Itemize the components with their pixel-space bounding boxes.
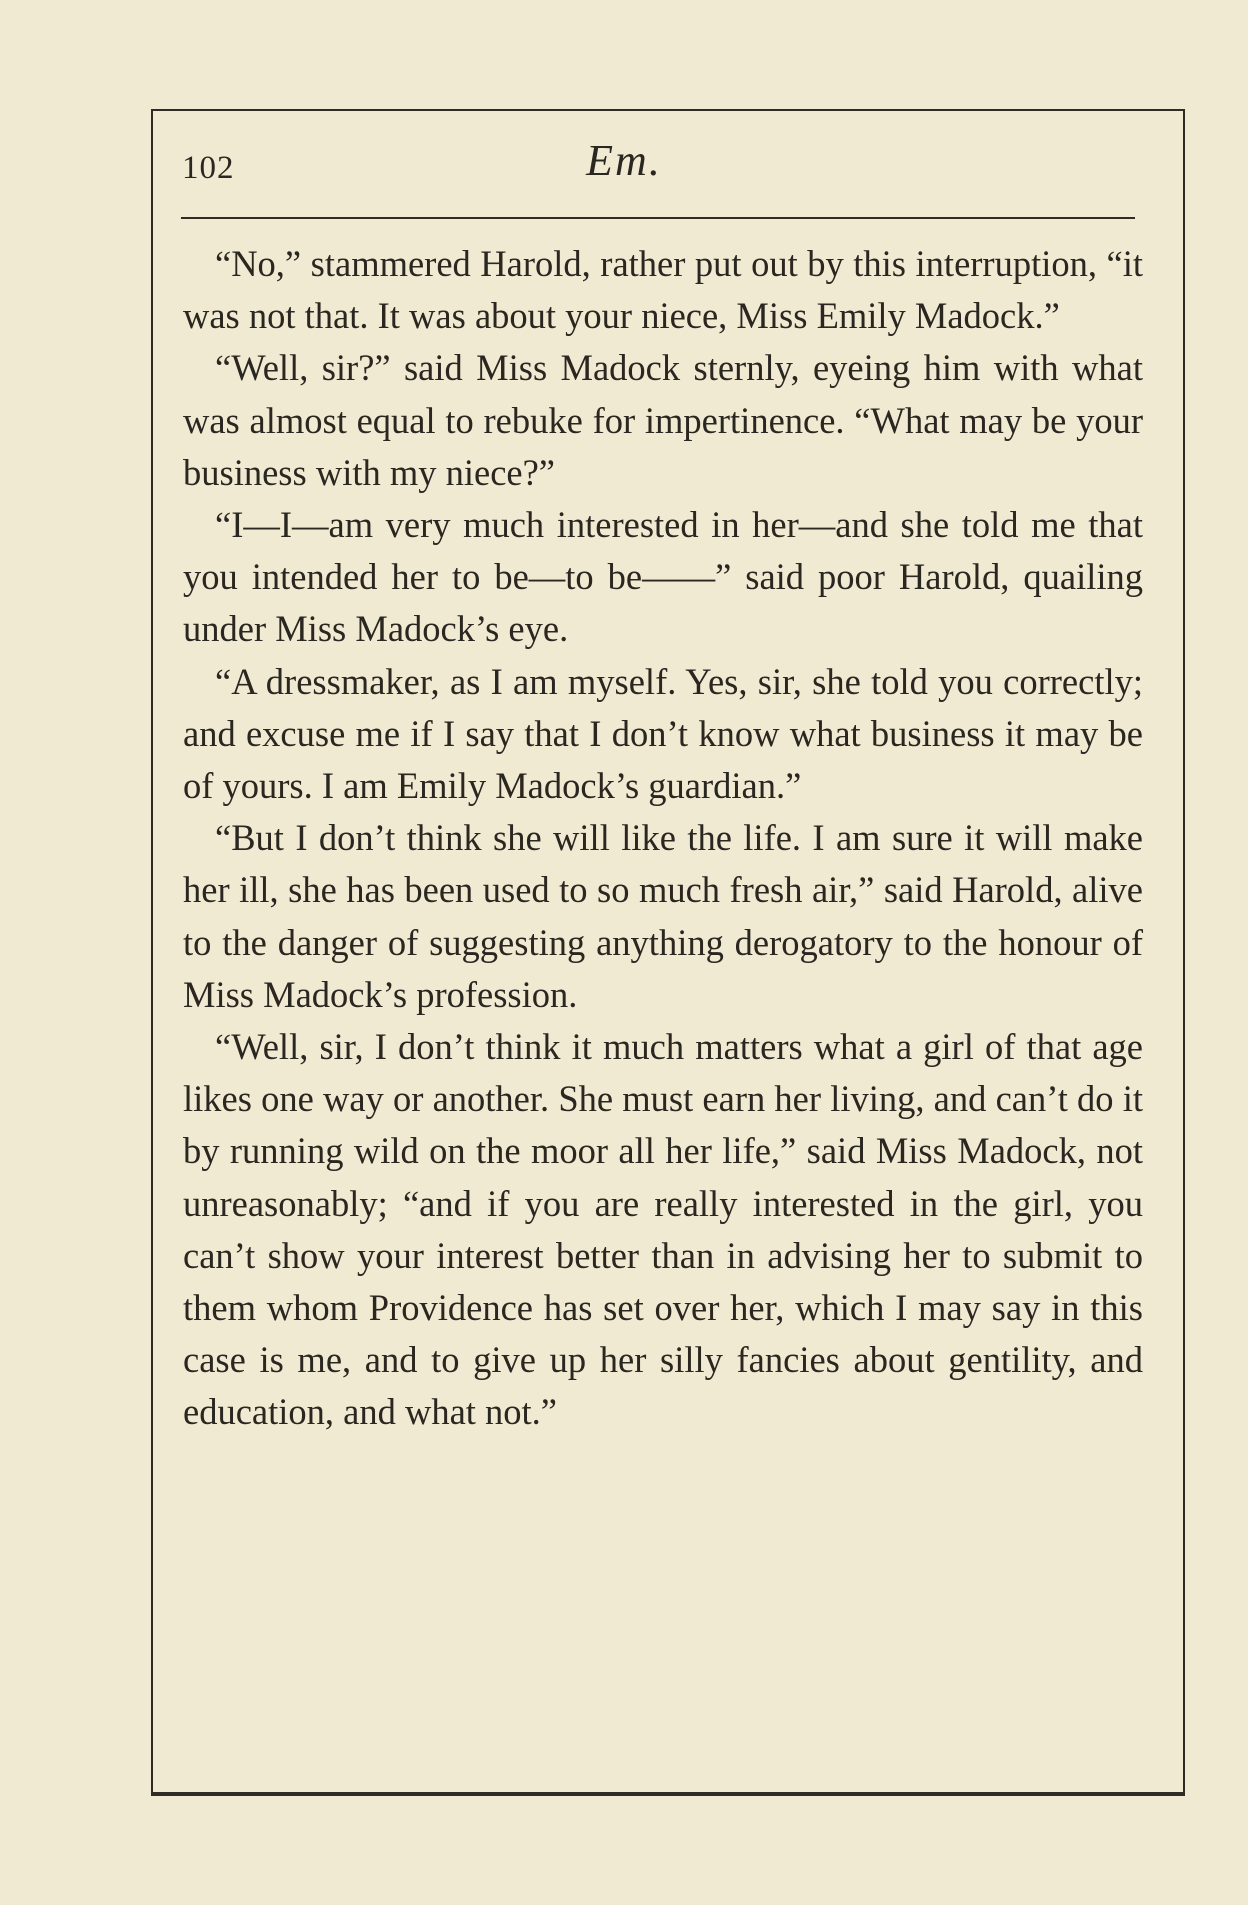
body-text [183, 238, 1143, 1439]
running-title: Em. [586, 136, 662, 185]
paragraph: “No,” stammered Harold, rather put out by this interruption, “it was not that. It was about your niece, Miss Emily Madock.” [183, 243, 1143, 337]
page-number: 102 [182, 150, 235, 186]
paragraph: “I—I—am very much interested in her—and she told me that you intended her to be—to be——” said poor Harold, quailing under Miss Madock’s eye. [183, 504, 1143, 650]
paragraph: “A dressmaker, as I am myself. Yes, sir, she told you correctly; and excuse me if I say that I don’t know what business it may be of yours. I am Emily Madock’s guardian.” [183, 660, 1143, 807]
footer-rule [151, 1794, 1185, 1796]
paragraph: “Well, sir?” said Miss Madock sternly, eyeing him with what was almost equal to rebuke for impertinence. “What may be your business with my niece?” [183, 347, 1143, 493]
header-rule [181, 217, 1135, 219]
paragraph: “Well, sir, I don’t think it much matters what a girl of that age likes one way or another. She must earn her living, and can’t do it by running wild on the moor all her life,” said Miss Madock, not unreasonably; “and if you are really interested in the girl, you can’t show your interest better than in advising her to submit to them whom Providence has set over her, which I may say in this case is me, and to give up her silly fancies about gentility, and education, and what not.” [183, 1026, 1143, 1433]
paragraph: “But I don’t think she will like the life. I am sure it will make her ill, she has been used to so much fresh air,” said Harold, alive to the danger of suggesting anything derogatory to the honour of Miss Madock’s profession. [183, 817, 1143, 1015]
